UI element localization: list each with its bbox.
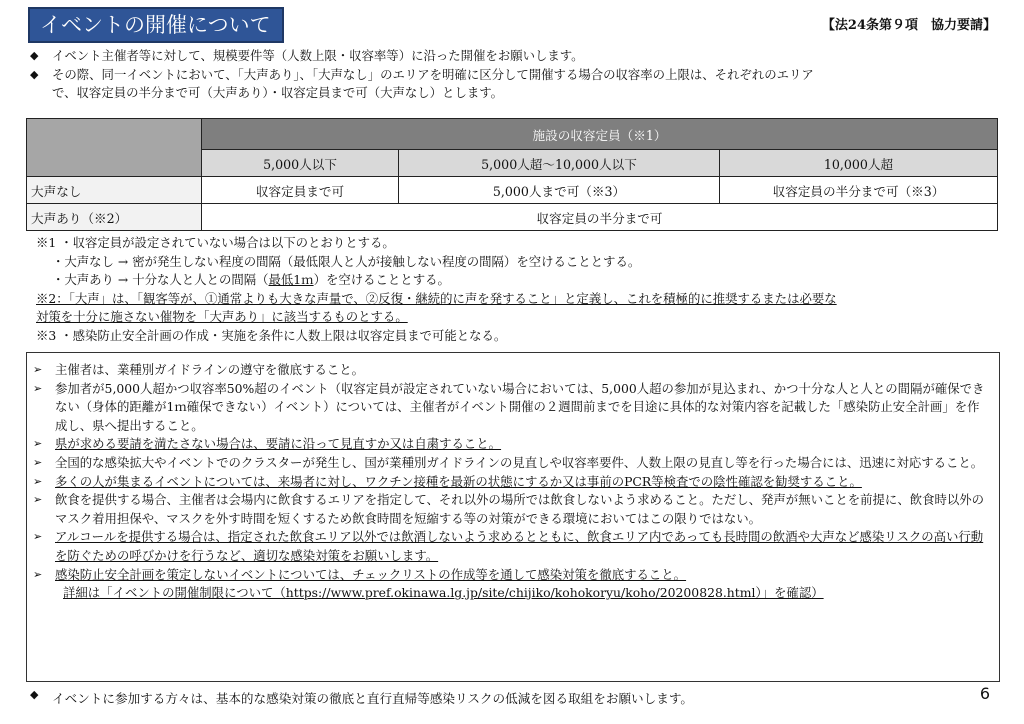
arrow-bullet-icon: ➢ <box>33 567 43 581</box>
table-row <box>27 204 998 231</box>
requirement-item <box>33 491 991 528</box>
requirement-item <box>33 473 991 492</box>
table-row-header: 大声あり（※2） <box>27 204 202 231</box>
arrow-bullet-icon: ➢ <box>33 363 43 376</box>
requirement-item <box>33 566 991 603</box>
note-2-line-2: 対策を十分に施さない催物を「大声あり」に該当するものとする。 <box>36 309 408 324</box>
intro-bullet-2-text: その際、同一イベントにおいて、「大声あり」、「大声なし」のエリアを明確に区分して開催する場合の収容率の上限は、それぞれのエリア <box>52 66 814 82</box>
note-1b-post: ）を空けることとする。 <box>313 272 450 287</box>
requirement-text: 全国的な感染拡大やイベントでのクラスターが発生し、国が業種別ガイドラインの見直しや収容率要件、人数上限の見直し等を行った場合には、迅速に対応すること。 <box>55 454 984 470</box>
diamond-bullet-icon: ◆ <box>30 688 39 701</box>
intro-section <box>30 47 998 103</box>
arrow-bullet-icon: ➢ <box>33 455 43 469</box>
requirement-text: 参加者が5,000人超かつ収容率50%超のイベント（収容定員が設定されていない場合においては、5,000人超の参加が見込まれ、かつ十分な人と人との間隔が確保できない（身体的距離が1ｍ確保できない）イベント）については、主催者がイベント開催の２週間前までを目途に具体的な対策内容を記載した「感染防止安全計画」を作成し、県へ提出すること。 <box>55 380 985 433</box>
requirement-text: アルコールを提供する場合は、指定された飲食エリア以外では飲酒しないよう求めるとともに、飲食エリア内であっても長時間の飲酒や大声など感染リスクの高い行動を防ぐための呼びかけを行うなど、適切な感染対策をお願いします。 <box>55 529 984 563</box>
arrow-bullet-icon: ➢ <box>33 474 43 488</box>
table-row <box>27 177 998 204</box>
requirement-item <box>33 454 991 473</box>
requirement-detail-link-text: 詳細は「イベントの開催制限について（https://www.pref.okinawa.lg.jp/site/chijiko/kohokoryu/koho/20200828.html）」を確認） <box>63 585 824 601</box>
note-1a: ・大声なし → 密が発生しない程度の間隔（最低限人と人が接触しない程度の間隔）を空けることとする。 <box>52 253 641 269</box>
table-corner <box>27 119 202 177</box>
table-cell: 5,000人まで可（※3） <box>399 177 720 204</box>
requirement-item <box>33 361 991 380</box>
note-1: ※1 ・収容定員が設定されていない場合は以下のとおりとする。 <box>36 235 395 250</box>
note-1b <box>36 271 1002 290</box>
requirements-box <box>26 352 1000 682</box>
table-group-header: 施設の収容定員（※1） <box>202 119 998 150</box>
intro-bullet-1-text: イベント主催者等に対して、規模要件等（人数上限・収容率等）に沿った開催をお願いします。 <box>52 48 584 63</box>
requirement-item <box>33 380 991 436</box>
arrow-bullet-icon: ➢ <box>33 381 43 395</box>
note-1b-pre: ・大声あり → 十分な人と人との間隔（ <box>52 272 269 287</box>
note-1b-underlined: 最低1ｍ <box>268 272 314 287</box>
table-col-header: 10,000人超 <box>720 150 998 177</box>
intro-bullet-1 <box>30 47 998 66</box>
table-cell: 収容定員の半分まで可（※3） <box>720 177 998 204</box>
footnotes <box>36 234 1002 345</box>
arrow-bullet-icon: ➢ <box>33 530 43 544</box>
requirement-text: 県が求める要請を満たさない場合は、要請に沿って見直すか又は自粛すること。 <box>55 436 502 452</box>
page-number: 6 <box>979 684 990 703</box>
table-col-header: 5,000人超～10,000人以下 <box>399 150 720 177</box>
requirement-text: 多くの人が集まるイベントについては、来場者に対し、ワクチン接種を最新の状態にするか又は事前のPCR等検査での陰性確認を勧奨すること。 <box>55 473 862 489</box>
legal-reference: 【法24条第９項 協力要請】 <box>821 18 996 33</box>
diamond-bullet-icon: ◆ <box>30 49 39 62</box>
note-2-line-1: ※2：「大声」は、「観客等が、①通常よりも大きな声量で、②反復・継続的に声を発すること」と定義し、これを積極的に推奨するまたは必要な <box>36 290 837 306</box>
table-row-header: 大声なし <box>27 177 202 204</box>
requirement-item <box>33 528 991 565</box>
table-cell-merged: 収容定員の半分まで可 <box>202 204 998 231</box>
requirement-text-main: 感染防止安全計画を策定しないイベントについては、チェックリストの作成等を通して感染対策を徹底すること。 <box>55 566 687 582</box>
requirement-text: 飲食を提供する場合、主催者は会場内に飲食するエリアを指定して、それ以外の場所では飲食しないよう求めること。ただし、発声が無いことを前提に、飲食時以外のマスク着用担保や、マスクを外す時間を短くするため飲食時間を短縮する等の対策ができる環境においてはこの限りではない。 <box>55 492 985 526</box>
requirement-item <box>33 435 991 454</box>
footer-text: イベントに参加する方々は、基本的な感染対策の徹底と直行直帰等感染リスクの低減を図る取組をお願いします。 <box>52 691 694 706</box>
page-title: イベントの開催について <box>28 7 284 43</box>
footer-note <box>30 688 960 707</box>
capacity-table <box>26 118 998 231</box>
intro-bullet-2 <box>30 66 998 85</box>
requirement-text: 主催者は、業種別ガイドラインの遵守を徹底すること。 <box>55 362 365 377</box>
requirement-text <box>55 566 991 603</box>
arrow-bullet-icon: ➢ <box>33 437 43 451</box>
table-col-header: 5,000人以下 <box>202 150 399 177</box>
table-cell: 収容定員まで可 <box>202 177 399 204</box>
intro-bullet-2-cont: で、収容定員の半分まで可（大声あり）・収容定員まで可（大声なし）とします。 <box>52 85 504 100</box>
diamond-bullet-icon: ◆ <box>30 67 39 81</box>
note-3: ※3 ・感染防止安全計画の作成・実施を条件に人数上限は収容定員まで可能となる。 <box>36 327 507 343</box>
arrow-bullet-icon: ➢ <box>33 493 43 507</box>
